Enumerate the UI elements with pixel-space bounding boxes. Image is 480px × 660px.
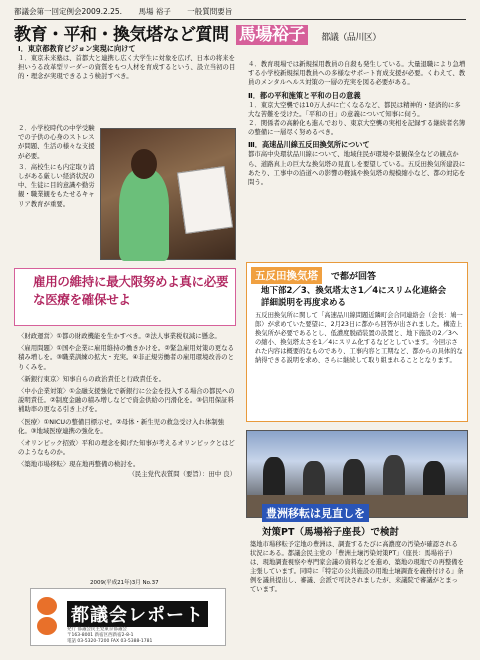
section-3-heading: Ⅲ．高速品川線五反田換気所について (248, 140, 370, 150)
address: 〒163-8001 新宿区西新宿2-8-1 (67, 633, 134, 638)
bullet-employment: 〈雇用問題〉①国や企業に雇用維持の働きかけを。②緊急雇用対策の更なる積み増しを。③職業訓練の拡大・充実。④非正規労働者の雇用環境改善のとりくみを。 (18, 344, 234, 371)
ventilation-body: 五反田換気所に関して「高速品川線問題近隣町会合同連絡会（会長：鳩一郎）が求めていた要望に、2月23日に都から回答が出されました。構造上換気所が必要であるとし、低濃度脱硝装置の設置と、地下施設の2／3への縮小、換気塔太さを1／4にスリム化するなどとしています。今回示された内容は概要的なものであり、工事内容と工期など、都からの具体的な納得できる説明を求め、さらに継続して取り組まれることとなります。 (255, 312, 463, 364)
title-name: 馬場裕子 (236, 25, 308, 45)
item-3-1: 都市高中央環状品川線について、地域住民が環境や景観保全などの観点から、道路真上の巨大な換気塔の見直しを要望している。五反田換気所建設にあたり、工事中の沿道への影響の軽減や換気塔の規模縮小など、都の対応を問う。 (248, 150, 466, 187)
page-title (14, 20, 381, 45)
logo-title: 都議会レポート (67, 601, 208, 627)
left-column (18, 44, 236, 82)
item-1-3: ３．高校生にも内定取り消しがある厳しい経済状況の中、生徒に目的意識や勤労観・職業観をもたせるキャリア教育が重要。 (18, 162, 95, 208)
speaker-photo (100, 128, 236, 260)
publisher: 発行 都議会民主党東京都議会 (67, 627, 127, 632)
ventilation-headline: 地下部2／3、換気塔太さ1／4にスリム化連絡会 詳細説明を再度求める (261, 286, 455, 308)
title-main: 教育・平和・換気塔など質問 (14, 25, 229, 45)
item-1-2: ２．小学校時代の中学受験での子供の心身のストレスが問題、生活の様々な支援が必要。 (18, 124, 95, 160)
issue-number: 2009(平成21年)3月 No.37 (90, 580, 159, 586)
left-narrow (18, 124, 96, 209)
item-1-4: ４．教育現場では新規採用教員の自殺も発生している。大量退職により急増する小学校新規採用教員への多様なサポート育成支援が必要。くわえて、教員のメンタルヘルス対策の一層の充実を図る必要がある。 (248, 60, 466, 87)
bullet-finance: 〈財政運営〉①都の財政機能を生かすべき。②法人事業税収減に懸念。 (18, 332, 221, 340)
phone: 電話 03-5320-7200 FAX 03-5388-1781 (67, 639, 153, 644)
logo-mark-icon (37, 597, 57, 635)
item-1-1: １．東京未来塾は、首都大と連携し広く大学生に対象を広げ、日本の将来を担いうる改革型リーダーの資質をもつ人材を育成するという、設立当初の目的・理念が実現できるよう検討すべき。 (18, 54, 236, 81)
session-label: 都議会第一回定例会2009.2.25. (14, 7, 123, 16)
toyosu-title: 対策PT（馬場裕子座長）で検討 (262, 527, 399, 538)
ventilation-tag: 五反田換気塔 (251, 267, 322, 284)
item-2-1: １．東京大空襲では10万人がに亡くなるなど、都民は精神的・経済的に多大な苦難を受けた。「平和の日」の意義について知事に伺う。 (248, 100, 461, 118)
toyosu-body: 築地市場移転予定地の豊洲は、調査するたびに高濃度の汚染が確認される状況にある。都議会民主党の「豊洲土壌汚染対策PT」（座長：馬場裕子）は、現地調査視察や専門家会議の資料などを進め、築地の現地での再整備を主張しています。同時に「特定の公共施設の用地土壌調査を義務付ける」条例を議員提出し、審議、会派で可決されましたが、来議院で審議がとまっています。 (250, 541, 464, 593)
bullet-tsukiji: 〈築地市場移転〉現在地再整備の検討を。 (18, 460, 140, 469)
item-2-2: ２．関係者の高齢化も進んでおり、東京大空襲の実相を記録する継続者名簿の整備に一層尽く努めるべき。 (248, 119, 466, 137)
bullet-bank: 〈新銀行東京〉知事自らの政治責任と行政責任を。 (18, 374, 165, 383)
pink-headline-box (14, 268, 236, 326)
member-label: 馬場 裕子 (138, 7, 171, 16)
bullet-olympic: 〈オリンピック招致〉平和の理念を掲げた知事が考えるオリンピックとはどのようなものか。 (18, 439, 235, 457)
ventilation-tag-suffix: で都が回答 (331, 272, 377, 282)
credit: （民主党代表質問（要旨）：田中 良） (128, 469, 236, 478)
bullet-sme: 〈中小企業対策〉①金融支援強化で新銀行に公金を投入する場合の都民への説明責任。②制度金融の積み増しなどで資金供給の円滑化を。③信用保証料補助率の更なる引き上げを。 (18, 387, 235, 414)
ventilation-box (246, 262, 468, 422)
left-bullets (18, 332, 236, 479)
type-label: 一般質問要旨 (187, 7, 233, 16)
publisher-info (67, 627, 152, 645)
report-logo (30, 588, 226, 646)
title-district: 都議（品川区） (321, 33, 381, 43)
section-2-heading: Ⅱ．都の平和施策と平和の日の意義 (248, 90, 361, 100)
right-column (248, 60, 466, 187)
pink-headline: 雇用の維持に最大限努めよ真に必要な医療を確保せよ (33, 274, 229, 307)
toyosu-banner: 豊洲移転は見直しを (262, 504, 369, 522)
section-1-heading: Ⅰ．東京都教育ビジョン実現に向けて (18, 44, 136, 53)
bullet-medical: 〈医療〉①NICUの整備目標示せ。②母体・新生児の救急受け入れ体制強化。③地域医療連携の強化を。 (18, 417, 225, 435)
header-line (14, 6, 466, 20)
